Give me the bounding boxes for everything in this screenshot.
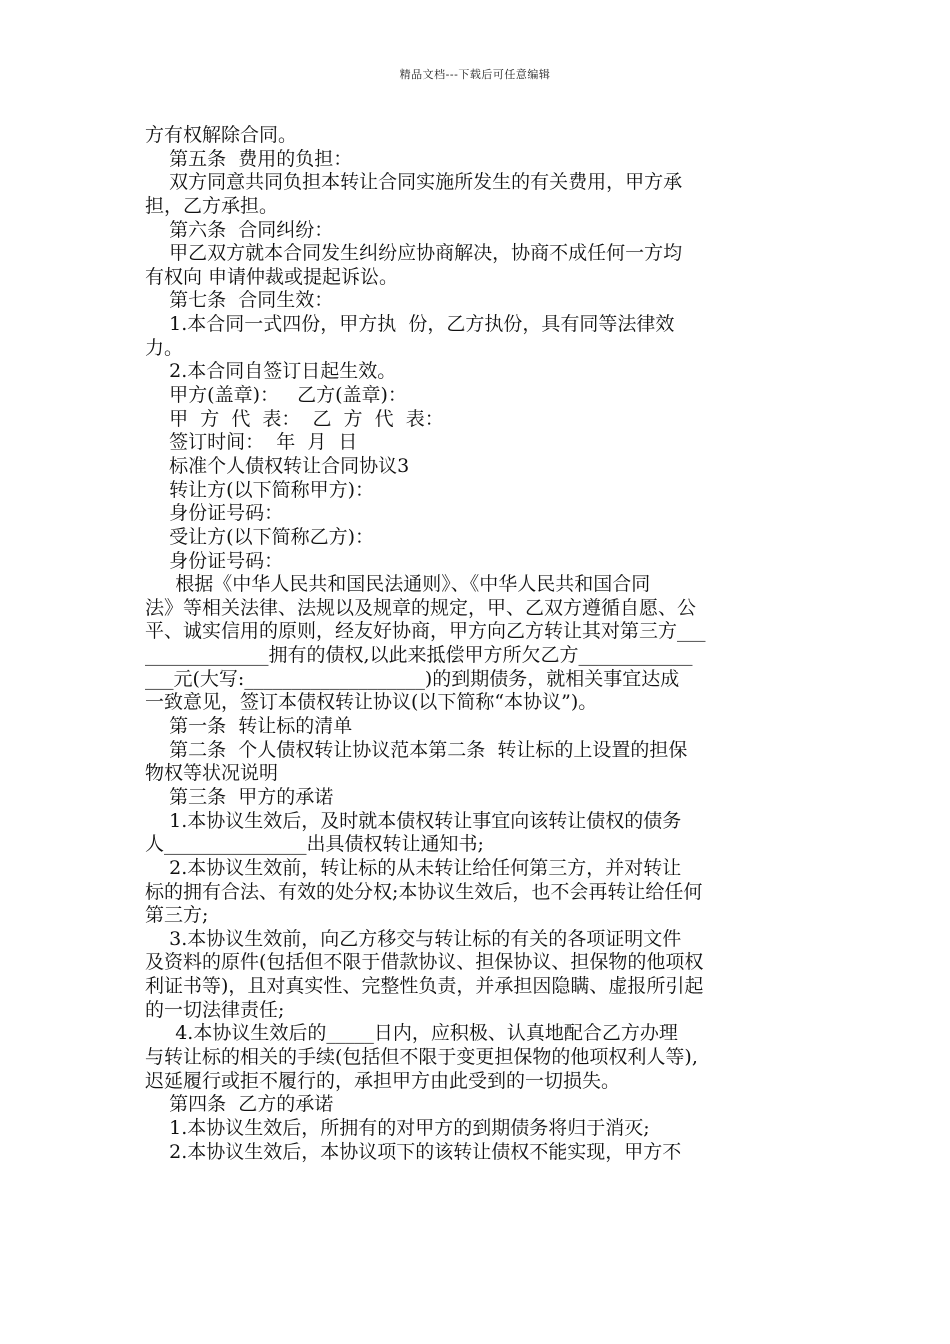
text-line: 甲乙双方就本合同发生纠纷应协商解决，协商不成任何一方均 <box>145 242 683 265</box>
text-line: 利证书等)，且对真实性、完整性负责，并承担因隐瞒、虚报所引起 <box>145 975 704 998</box>
text-line: 1.本合同一式四份，甲方执 份，乙方执份，具有同等法律效 <box>145 313 675 336</box>
text-line: 物权等状况说明 <box>145 762 279 785</box>
text-line: 甲方(盖章)： 乙方(盖章)： <box>145 384 407 407</box>
text-line: 第三方; <box>145 904 209 927</box>
text-line: 迟延履行或拒不履行的，承担甲方由此受到的一切损失。 <box>145 1069 621 1092</box>
text-line: 及资料的原件(包括但不限于借款协议、担保协议、担保物的他项权 <box>145 951 704 974</box>
text-line: 身份证号码： <box>145 502 284 525</box>
text-line: 方有权解除合同。 <box>145 124 298 146</box>
text-line: 标的拥有合法、有效的处分权;本协议生效后，也不会再转让给任何 <box>145 880 703 903</box>
text-line: 1.本协议生效后，及时就本债权转让事宜向该转让债权的债务 <box>145 809 682 832</box>
text-line: 转让方(以下简称甲方)： <box>145 478 374 501</box>
text-line: 签订时间： 年 月 日 <box>145 431 358 454</box>
text-line: 根据《中华人民共和国民法通则》、《中华人民共和国合同 <box>145 573 651 596</box>
text-line: 担，乙方承担。 <box>145 194 279 217</box>
text-line: 第六条 合同纠纷： <box>145 218 334 241</box>
text-line: 与转让标的相关的手续(包括但不限于变更担保物的他项权利人等), <box>145 1045 698 1068</box>
text-line: 第四条 乙方的承诺 <box>145 1093 334 1116</box>
text-line: 一致意见，签订本债权转让协议(以下简称“本协议”)。 <box>145 691 598 714</box>
text-line: 甲 方 代 表： 乙 方 代 表： <box>145 407 444 430</box>
text-line: 2.本协议生效前，转让标的从未转让给任何第三方，并对转让 <box>145 856 682 879</box>
text-line: 2.本协议生效后，本协议项下的该转让债权不能实现，甲方不 <box>145 1140 682 1163</box>
text-line: 人_______________出具债权转让通知书; <box>145 833 484 856</box>
text-line: 2.本合同自签订日起生效。 <box>145 360 397 383</box>
text-line: ___元(大写:___________________)的到期债务，就相关事宜达成 <box>145 667 680 690</box>
page-header: 精品文档---下载后可任意编辑 <box>399 68 551 81</box>
text-line: 的一切法律责任; <box>145 998 285 1021</box>
text-line: 标准个人债权转让合同协议3 <box>145 454 410 477</box>
text-line: 力。 <box>145 336 184 359</box>
text-line: _____________拥有的债权,以此来抵偿甲方所欠乙方____________ <box>145 644 693 667</box>
text-line: 4.本协议生效后的_____日内，应积极、认真地配合乙方办理 <box>145 1022 678 1045</box>
text-line: 有权向 申请仲裁或提起诉讼。 <box>145 265 399 288</box>
text-line: 3.本协议生效前，向乙方移交与转让标的有关的各项证明文件 <box>145 927 682 950</box>
text-line: 第七条 合同生效： <box>145 289 334 312</box>
text-line: 身份证号码： <box>145 549 284 572</box>
text-line: 第五条 费用的负担： <box>145 147 353 170</box>
text-line: 1.本协议生效后，所拥有的对甲方的到期债务将归于消灭; <box>145 1116 650 1139</box>
document-body <box>145 124 810 1164</box>
text-line: 平、诚实信用的原则，经友好协商，甲方向乙方转让其对第三方___ <box>145 620 706 643</box>
text-line: 法》等相关法律、法规以及规章的规定，甲、乙双方遵循自愿、公 <box>145 596 697 619</box>
text-line: 第一条 转让标的清单 <box>145 715 353 738</box>
text-line: 双方同意共同负担本转让合同实施所发生的有关费用，甲方承 <box>145 171 683 194</box>
text-line: 受让方(以下简称乙方)： <box>145 525 374 548</box>
text-line: 第三条 甲方的承诺 <box>145 785 334 808</box>
text-line: 第二条 个人债权转让协议范本第二条 转让标的上设置的担保 <box>145 738 688 761</box>
